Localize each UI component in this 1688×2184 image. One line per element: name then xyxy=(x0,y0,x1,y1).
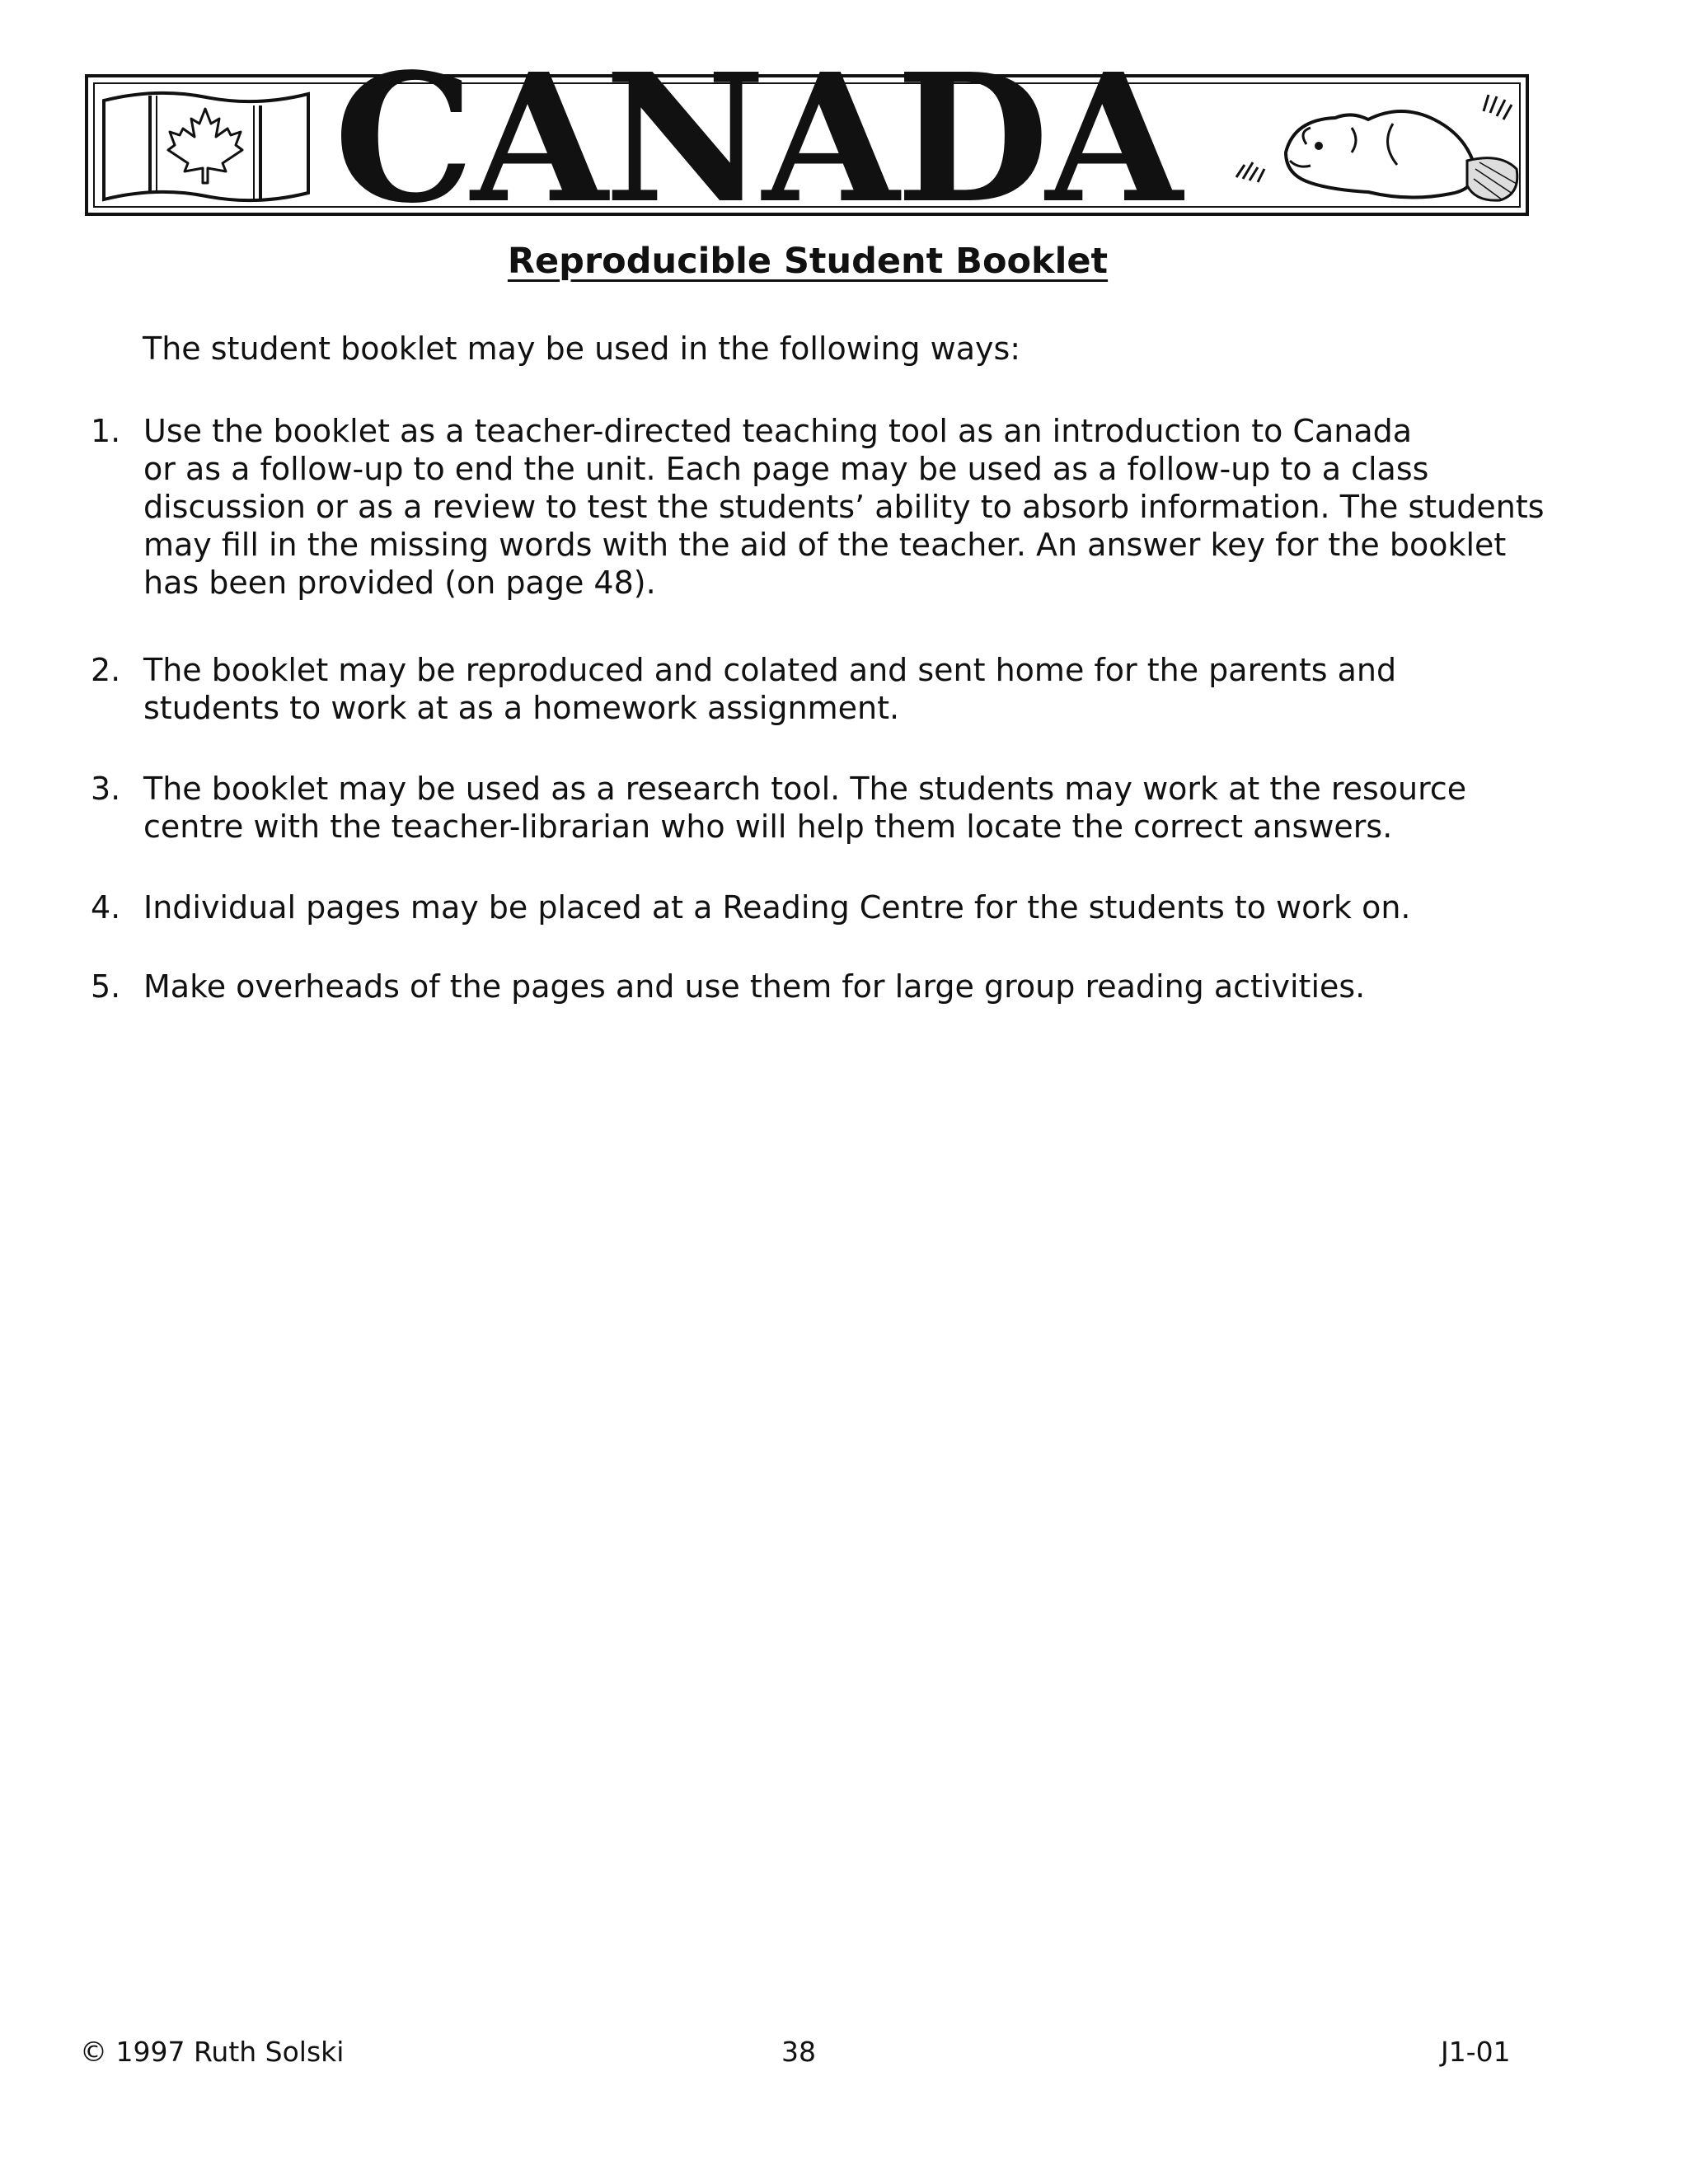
list-item-line: centre with the teacher-librarian who will help them locate the correct answers. xyxy=(143,808,1393,845)
list-item-line: discussion or as a review to test the students’ ability to absorb information. The students xyxy=(143,489,1545,525)
list-item-text xyxy=(143,888,1545,926)
list-item-line: Individual pages may be placed at a Reading Centre for the students to work on. xyxy=(143,889,1411,926)
list-item-text xyxy=(143,770,1545,846)
beaver-icon xyxy=(1228,87,1525,210)
list-item-line: has been provided (on page 48). xyxy=(143,565,656,601)
list-item-number: 4. xyxy=(91,889,121,926)
list-item-text xyxy=(143,412,1545,602)
banner-title: CANADA xyxy=(334,35,1179,242)
list-item-text xyxy=(143,968,1545,1005)
footer-code: J1-01 xyxy=(1441,2036,1511,2068)
list-item-line: The booklet may be reproduced and colated and sent home for the parents and xyxy=(143,652,1397,688)
list-item-number: 5. xyxy=(91,968,121,1005)
list-item-line: The booklet may be used as a research tool. The students may work at the resource xyxy=(143,771,1467,807)
page-subtitle: Reproducible Student Booklet xyxy=(507,241,1109,282)
list-item-text xyxy=(143,651,1545,727)
list-item-line: or as a follow-up to end the unit. Each page may be used as a follow-up to a class xyxy=(143,451,1429,487)
list-item-number: 1. xyxy=(91,413,121,449)
footer-copyright: © 1997 Ruth Solski xyxy=(80,2036,345,2068)
list-item-line: students to work at as a homework assignment. xyxy=(143,690,900,726)
canada-flag-icon xyxy=(99,86,313,209)
footer-page-number: 38 xyxy=(781,2036,816,2068)
intro-text: The student booklet may be used in the following ways: xyxy=(143,330,1021,367)
list-item-line: Use the booklet as a teacher-directed teaching tool as an introduction to Canada xyxy=(143,413,1413,449)
list-item-number: 3. xyxy=(91,771,121,807)
list-item-number: 2. xyxy=(91,652,121,688)
list-item-line: may fill in the missing words with the aid of the teacher. An answer key for the booklet xyxy=(143,527,1507,563)
list-item-line: Make overheads of the pages and use them for large group reading activities. xyxy=(143,968,1366,1005)
